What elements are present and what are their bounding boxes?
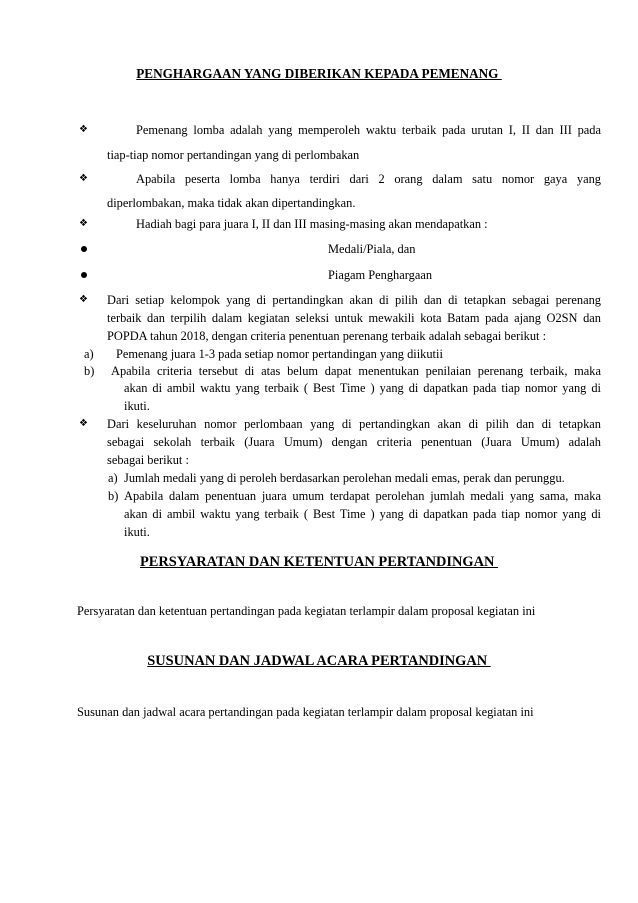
heading-persyaratan: PERSYARATAN DAN KETENTUAN PERTANDINGAN — [140, 554, 498, 570]
prize-item-1: Medali/Piala, dan — [328, 242, 416, 256]
susunan-paragraph: Susunan dan jadwal acara pertandingan pada kegiatan terlampir dalam proposal kegiatan ini — [77, 705, 534, 719]
bullet-4-item-b-line-2: akan di ambil waktu yang terbaik ( Best Time ) yang di dapatkan pada tiap nomor yang di — [124, 381, 601, 395]
bullet-4-line-2: terbaik dan terpilih dalam kegiatan seleksi untuk mewakili kota Batam pada ajang O2SN dan — [107, 311, 601, 325]
bullet-5-marker-b: b) — [108, 489, 119, 503]
bullet-4-line-3: POPDA tahun 2018, dengan criteria penentuan perenang terbaik adalah sebagai berikut : — [107, 329, 547, 343]
dot-bullet-icon — [81, 272, 87, 278]
bullet-5-line-1: Dari keseluruhan nomor perlombaan yang di pertandingkan akan di pilih dan di tetapkan — [107, 417, 601, 431]
bullet-1-line-1: Pemenang lomba adalah yang memperoleh waktu terbaik pada urutan I, II dan III pada — [136, 123, 601, 137]
bullet-5-item-b-line-1: Apabila dalam penentuan juara umum terdapat perolehan jumlah medali yang sama, maka — [124, 489, 601, 503]
bullet-5-line-3: sebagai berikut : — [107, 453, 189, 467]
diamond-bullet-icon: ❖ — [79, 418, 88, 429]
bullet-3-line-1: Hadiah bagi para juara I, II dan III masing-masing akan mendapatkan : — [136, 217, 488, 231]
bullet-4-item-b-line-3: ikuti. — [124, 399, 150, 413]
bullet-4-marker-a: a) — [84, 347, 94, 361]
bullet-5-item-b-line-3: ikuti. — [124, 525, 150, 539]
diamond-bullet-icon: ❖ — [79, 124, 88, 135]
bullet-4-item-b-line-1: Apabila criteria tersebut di atas belum dapat menentukan penilaian perenang terbaik, maka — [111, 364, 601, 378]
diamond-bullet-icon: ❖ — [79, 218, 88, 229]
bullet-5-marker-a: a) — [108, 471, 118, 485]
heading-penghargaan: PENGHARGAAN YANG DIBERIKAN KEPADA PEMENANG — [136, 66, 502, 81]
prize-item-2: Piagam Penghargaan — [328, 268, 433, 282]
bullet-4-line-1: Dari setiap kelompok yang di pertandingkan akan di pilih dan di tetapkan sebagai perenang — [107, 293, 601, 307]
bullet-4-item-a: Pemenang juara 1-3 pada setiap nomor pertandingan yang diikutii — [116, 347, 443, 361]
persyaratan-paragraph: Persyaratan dan ketentuan pertandingan pada kegiatan terlampir dalam proposal kegiatan ini — [77, 604, 536, 618]
dot-bullet-icon — [81, 246, 87, 252]
bullet-2-line-1: Apabila peserta lomba hanya terdiri dari 2 orang dalam satu nomor gaya yang — [136, 172, 601, 186]
bullet-1-line-2: tiap-tiap nomor pertandingan yang di perlombakan — [107, 148, 360, 162]
bullet-2-line-2: diperlombakan, maka tidak akan dipertandingkan. — [107, 196, 356, 210]
bullet-4-marker-b: b) — [84, 364, 95, 378]
bullet-5-item-b-line-2: akan di ambil waktu yang terbaik ( Best Time ) yang di dapatkan pada tiap nomor yang di — [124, 507, 601, 521]
diamond-bullet-icon: ❖ — [79, 294, 88, 305]
diamond-bullet-icon: ❖ — [79, 173, 88, 184]
bullet-5-line-2: sebagai sekolah terbaik (Juara Umum) dengan criteria penentuan (Juara Umum) adalah — [107, 435, 601, 449]
bullet-5-item-a: Jumlah medali yang di peroleh berdasarkan perolehan medali emas, perak dan perunggu. — [124, 471, 565, 485]
heading-susunan: SUSUNAN DAN JADWAL ACARA PERTANDINGAN — [147, 653, 491, 669]
